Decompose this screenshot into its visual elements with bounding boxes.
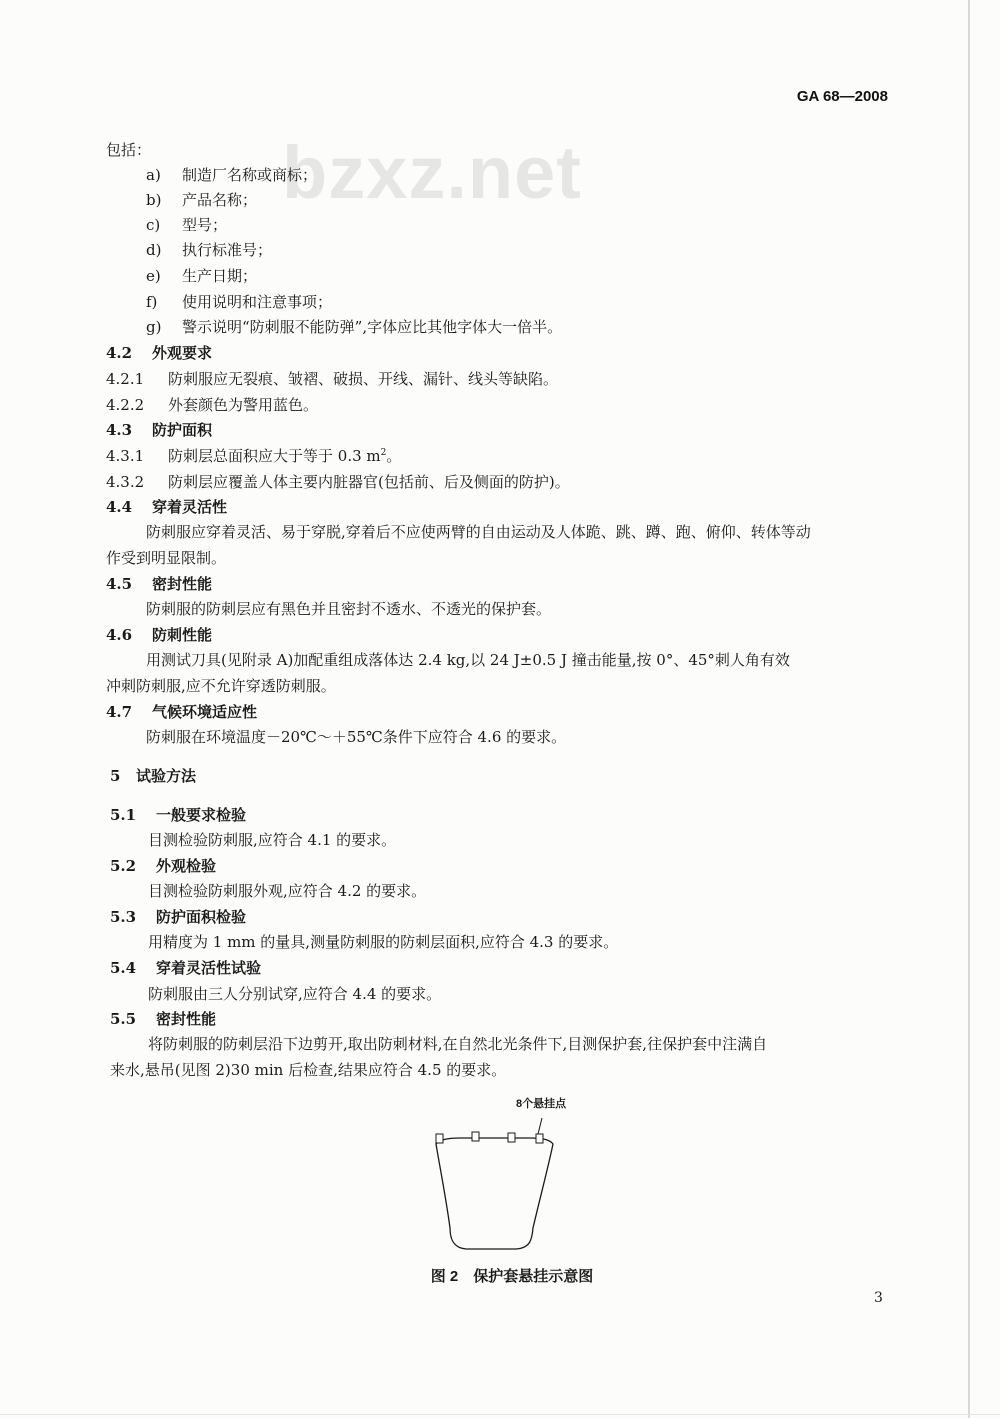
paragraph-line: 防刺服由三人分别试穿,应符合 4.4 的要求。 (148, 985, 442, 1003)
section-title: 一般要求检验 (156, 806, 247, 824)
clause (106, 395, 318, 415)
intro-text: 包括： (106, 141, 152, 159)
paragraph-line: 防刺服的防刺层应有黑色并且密封不透水、不透光的保护套。 (146, 600, 552, 618)
section-number: 4.6 (106, 626, 133, 644)
superscript: 2 (380, 448, 387, 458)
list-item-label: d) (146, 241, 162, 259)
section-number: 5.4 (110, 959, 137, 977)
paragraph-line: 防刺服应穿着灵活、易于穿脱,穿着后不应使两臂的自由运动及人体跪、跳、蹲、跑、俯仰、转体等动 (146, 523, 811, 541)
paragraph-line: 防刺服在环境温度－20℃～＋55℃条件下应符合 4.6 的要求。 (146, 728, 567, 746)
list-item (146, 190, 257, 210)
section-number: 4.3 (106, 421, 133, 439)
section-heading (110, 958, 261, 978)
clause (106, 446, 401, 466)
section-number: 4.2 (106, 344, 133, 362)
page-edge (968, 0, 970, 1418)
watermark: bzxz.net (282, 131, 582, 214)
section-title: 穿着灵活性试验 (156, 959, 262, 977)
section-heading (110, 856, 216, 876)
section-title: 密封性能 (156, 1010, 217, 1028)
list-item (146, 215, 227, 235)
list-item-text: 使用说明和注意事项； (182, 293, 333, 311)
section-title: 气候环境适应性 (152, 703, 258, 721)
list-item (146, 240, 272, 260)
section-heading (106, 625, 212, 645)
leader-line (538, 1118, 542, 1134)
paragraph-line: 冲刺防刺服,应不允许穿透防刺服。 (106, 677, 336, 695)
protective-cover-diagram (420, 1098, 580, 1258)
section-title: 防护面积检验 (156, 908, 247, 926)
list-item-text: 型号； (182, 216, 228, 234)
clause-number: 4.3.2 (106, 473, 145, 491)
section-number: 5.3 (110, 908, 137, 926)
section-heading (106, 574, 212, 594)
list-item-text: 警示说明“防刺服不能防弹”,字体应比其他字体大一倍半。 (182, 318, 563, 336)
paragraph-line: 用精度为 1 mm 的量具,测量防刺服的防刺层面积,应符合 4.3 的要求。 (148, 933, 619, 951)
paragraph-line: 目测检验防刺服,应符合 4.1 的要求。 (148, 831, 397, 849)
page-number: 3 (874, 1290, 883, 1306)
clause-text: 防刺层总面积应大于等于 0.3 m (168, 447, 381, 465)
clause-text: 外套颜色为警用蓝色。 (168, 396, 319, 414)
hanging-point (472, 1132, 479, 1141)
section-number: 4.5 (106, 575, 133, 593)
list-item-label: g) (146, 318, 162, 336)
list-item-text: 生产日期； (182, 267, 258, 285)
figure-caption: 图 2 保护套悬挂示意图 (430, 1268, 594, 1285)
section-number: 5.5 (110, 1010, 137, 1028)
section-number: 4.7 (106, 703, 133, 721)
section-heading (106, 343, 212, 363)
clause (106, 472, 570, 492)
cover-outline (436, 1138, 553, 1249)
list-item (146, 266, 257, 286)
list-item-label: b) (146, 191, 162, 209)
section-number: 4.4 (106, 498, 133, 516)
clause-text-tail: 。 (386, 447, 402, 465)
page-bottom-edge (0, 1414, 1000, 1415)
list-item-label: a) (146, 166, 161, 184)
section-heading (106, 420, 212, 440)
chapter-heading (110, 766, 196, 786)
paragraph-line: 目测检验防刺服外观,应符合 4.2 的要求。 (148, 882, 427, 900)
section-title: 外观检验 (156, 857, 217, 875)
list-item (146, 165, 317, 185)
list-item-label: e) (146, 267, 161, 285)
suspension-points-label: 8个悬挂点 (516, 1098, 567, 1110)
chapter-title: 试验方法 (136, 767, 197, 785)
standard-code: GA 68—2008 (796, 88, 888, 105)
section-heading (110, 1009, 216, 1029)
hanging-point (508, 1133, 515, 1142)
clause-number: 4.3.1 (106, 447, 145, 465)
list-item-text: 执行标准号； (182, 241, 273, 259)
section-title: 防护面积 (152, 421, 213, 439)
list-item-text: 产品名称； (182, 191, 258, 209)
paragraph-line: 将防刺服的防刺层沿下边剪开,取出防刺材料,在自然北光条件下,目测保护套,往保护套中注满自 (148, 1035, 768, 1053)
section-title: 防刺性能 (152, 626, 213, 644)
section-heading (106, 497, 227, 517)
hanging-point (436, 1134, 443, 1143)
section-heading (106, 702, 257, 722)
clause-number: 4.2.1 (106, 370, 145, 388)
section-title: 密封性能 (152, 575, 213, 593)
chapter-number: 5 (110, 767, 121, 785)
list-item (146, 317, 562, 337)
hanging-point (536, 1134, 543, 1143)
section-title: 外观要求 (152, 344, 213, 362)
section-heading (110, 805, 246, 825)
list-item-text: 制造厂名称或商标； (182, 166, 318, 184)
section-number: 5.2 (110, 857, 137, 875)
paragraph-line: 来水,悬吊(见图 2)30 min 后检查,结果应符合 4.5 的要求。 (110, 1061, 507, 1079)
clause-number: 4.2.2 (106, 396, 145, 414)
section-title: 穿着灵活性 (152, 498, 228, 516)
section-heading (110, 907, 246, 927)
list-item-label: c) (146, 216, 161, 234)
list-item (146, 292, 332, 312)
paragraph-line: 作受到明显限制。 (106, 549, 227, 567)
clause-text: 防刺层应覆盖人体主要内脏器官(包括前、后及侧面的防护)。 (168, 473, 570, 491)
clause (106, 369, 558, 389)
list-item-label: f) (146, 293, 158, 311)
section-number: 5.1 (110, 806, 137, 824)
clause-text: 防刺服应无裂痕、皱褶、破损、开线、漏针、线头等缺陷。 (168, 370, 559, 388)
paragraph-line: 用测试刀具(见附录 A)加配重组成落体达 2.4 kg,以 24 J±0.5 J 撞击能量,按 0°、45°刺人角有效 (146, 651, 790, 669)
